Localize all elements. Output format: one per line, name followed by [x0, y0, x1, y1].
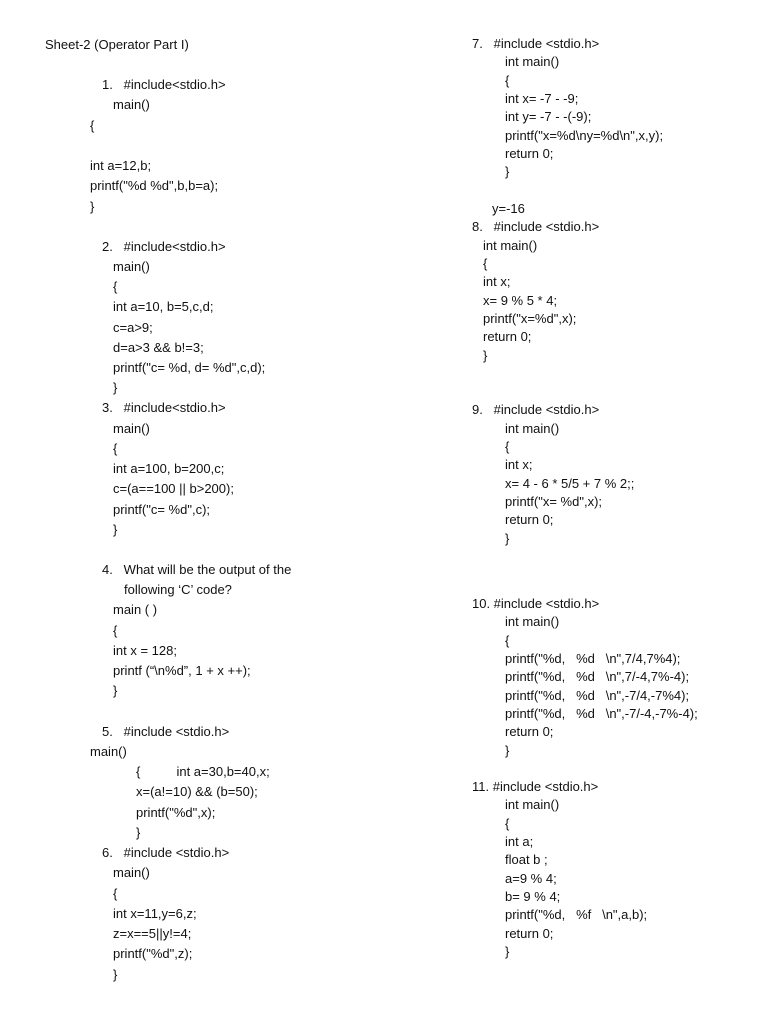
code-line: printf("%d, %d \n",7/4,7%4);	[505, 651, 681, 666]
code-line: }	[505, 164, 510, 179]
q11-header: 11. #include <stdio.h>	[472, 779, 599, 794]
code-line: printf("%d, %d \n",-7/-4,-7%-4);	[505, 706, 698, 721]
code-line: int x = 128;	[113, 643, 177, 658]
code-line: {	[113, 441, 118, 456]
code-line: {	[505, 439, 510, 454]
page-title: Sheet-2 (Operator Part I)	[45, 37, 189, 52]
q8-header: 8. #include <stdio.h>	[472, 219, 600, 234]
code-line: a=9 % 4;	[505, 871, 557, 886]
code-line: int x=11,y=6,z;	[113, 906, 197, 921]
code-line: int main()	[483, 238, 538, 253]
q9-header: 9. #include <stdio.h>	[472, 402, 600, 417]
code-line: y=-16	[492, 201, 525, 216]
code-line: {	[113, 623, 118, 638]
code-line: }	[136, 825, 141, 840]
code-line: return 0;	[483, 329, 532, 344]
code-line: printf("%d",x);	[136, 805, 216, 820]
code-line: printf("x=%d\ny=%d\n",x,y);	[505, 128, 664, 143]
code-line: c=a>9;	[113, 320, 153, 335]
code-line: }	[505, 743, 510, 758]
code-line: b= 9 % 4;	[505, 889, 561, 904]
code-line: x=(a!=10) && (b=50);	[136, 784, 258, 799]
code-line: {	[90, 118, 95, 133]
code-line: printf("%d, %d \n",7/-4,7%-4);	[505, 669, 690, 684]
code-line: printf("x=%d",x);	[483, 311, 577, 326]
code-line: int y= -7 - -(-9);	[505, 109, 592, 124]
code-line: }	[113, 380, 118, 395]
code-line: printf("%d",z);	[113, 946, 193, 961]
q2-header: 2. #include<stdio.h>	[102, 239, 226, 254]
code-line: {	[113, 886, 118, 901]
code-line: int x= -7 - -9;	[505, 91, 579, 106]
q5-header: 5. #include <stdio.h>	[102, 724, 230, 739]
code-line: main()	[113, 259, 150, 274]
code-line: }	[90, 199, 95, 214]
code-line: { int a=30,b=40,x;	[136, 764, 270, 779]
code-line: int main()	[505, 797, 560, 812]
code-line: main ( )	[113, 602, 158, 617]
code-line: float b ;	[505, 852, 548, 867]
code-line: {	[483, 256, 488, 271]
code-line: printf("x= %d",x);	[505, 494, 603, 509]
code-line: int main()	[505, 54, 560, 69]
q3-header: 3. #include<stdio.h>	[102, 400, 226, 415]
code-line: printf("%d, %f \n",a,b);	[505, 907, 648, 922]
code-line: return 0;	[505, 146, 554, 161]
code-line: int a=10, b=5,c,d;	[113, 299, 214, 314]
code-line: printf (“\n%d”, 1 + x ++);	[113, 663, 251, 678]
code-line: printf("c= %d",c);	[113, 502, 211, 517]
q4-header: 4. What will be the output of the	[102, 562, 292, 577]
code-line: x= 4 - 6 * 5/5 + 7 % 2;;	[505, 476, 635, 491]
code-line: printf("%d, %d \n",-7/4,-7%4);	[505, 688, 690, 703]
code-line: printf("c= %d, d= %d",c,d);	[113, 360, 266, 375]
q10-header: 10. #include <stdio.h>	[472, 596, 600, 611]
code-line: {	[505, 73, 510, 88]
code-line: d=a>3 && b!=3;	[113, 340, 204, 355]
code-line: int a=12,b;	[90, 158, 152, 173]
code-line: return 0;	[505, 512, 554, 527]
code-line: int x;	[505, 457, 533, 472]
code-line: main()	[90, 744, 127, 759]
code-line: int main()	[505, 421, 560, 436]
code-line: main()	[113, 97, 150, 112]
code-line: following ‘C’ code?	[124, 582, 232, 597]
code-line: main()	[113, 421, 150, 436]
code-line: }	[505, 531, 510, 546]
q7-header: 7. #include <stdio.h>	[472, 36, 600, 51]
code-line: }	[505, 944, 510, 959]
code-line: int main()	[505, 614, 560, 629]
code-line: }	[113, 967, 118, 982]
code-line: main()	[113, 865, 150, 880]
code-line: z=x==5||y!=4;	[113, 926, 192, 941]
code-line: {	[505, 633, 510, 648]
code-line: int x;	[483, 274, 511, 289]
code-line: c=(a==100 || b>200);	[113, 481, 234, 496]
code-line: {	[113, 279, 118, 294]
q6-header: 6. #include <stdio.h>	[102, 845, 230, 860]
code-line: return 0;	[505, 926, 554, 941]
code-line: }	[113, 522, 118, 537]
code-line: x= 9 % 5 * 4;	[483, 293, 558, 308]
code-line: int a;	[505, 834, 534, 849]
code-line: }	[113, 683, 118, 698]
code-line: {	[505, 816, 510, 831]
q1-header: 1. #include<stdio.h>	[102, 77, 226, 92]
code-line: }	[483, 348, 488, 363]
code-line: printf("%d %d",b,b=a);	[90, 178, 219, 193]
code-line: int a=100, b=200,c;	[113, 461, 225, 476]
code-line: return 0;	[505, 724, 554, 739]
